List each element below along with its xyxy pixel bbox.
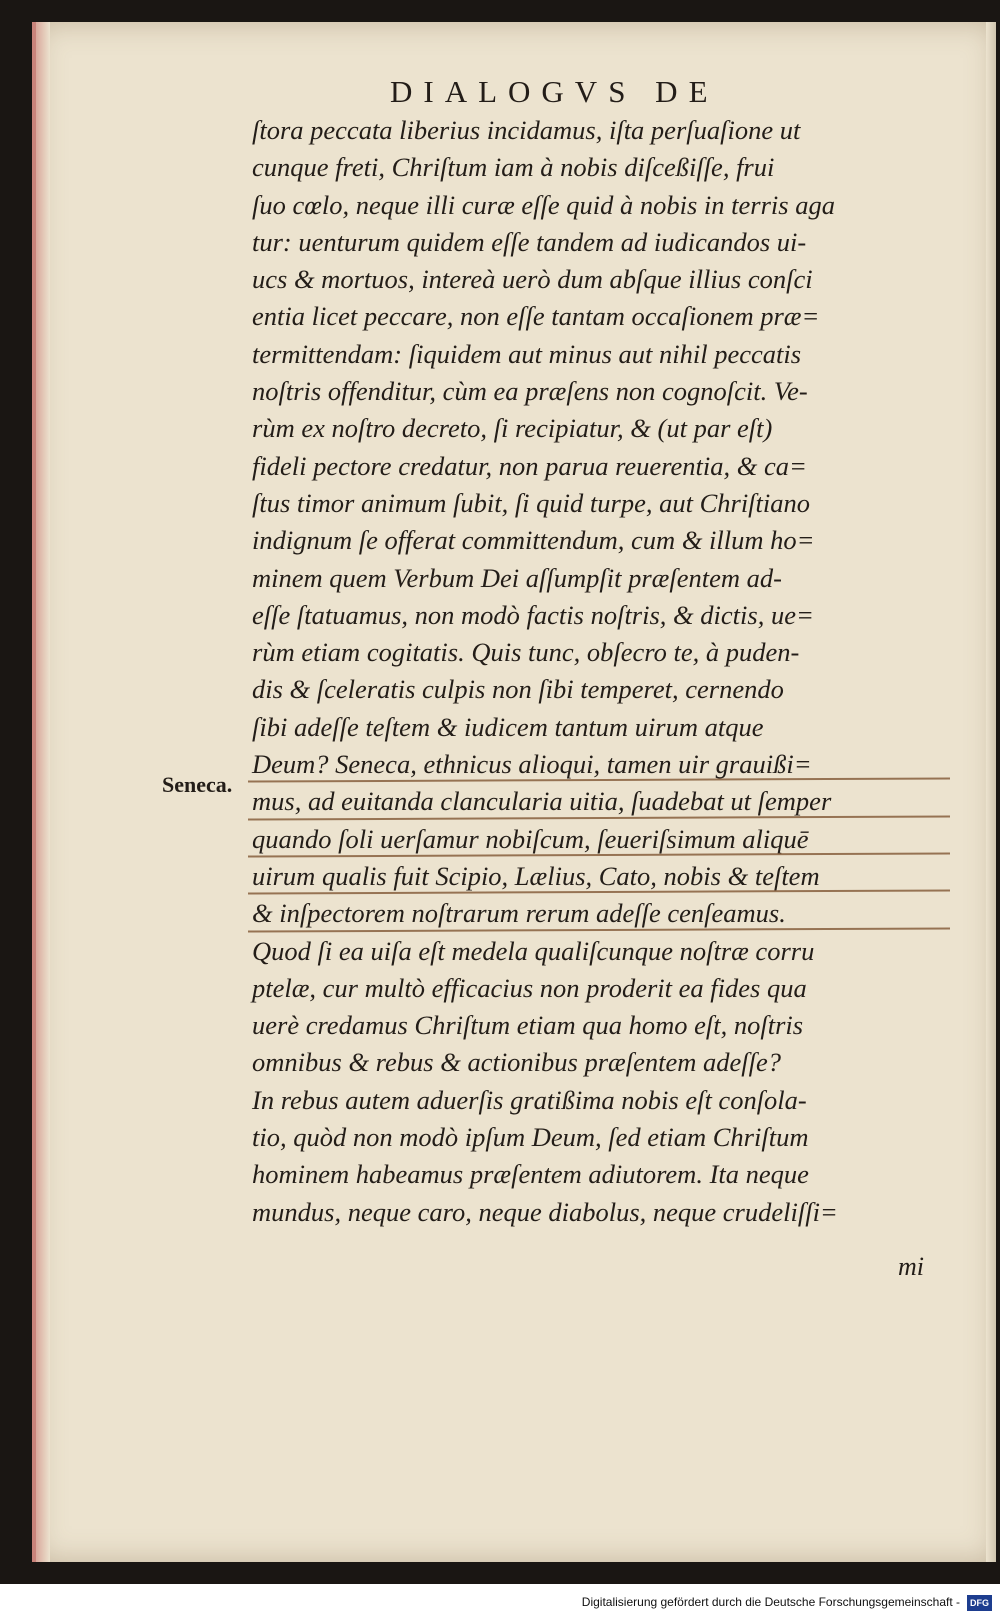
page-gutter — [36, 22, 50, 1562]
text-line: ſuo cœlo, neque illi curæ eſſe quid à nobis in terris aga — [252, 189, 835, 220]
text-line: uerè credamus Chriſtum etiam qua homo eſt, noſtris — [252, 1010, 804, 1041]
page-edge — [986, 22, 996, 1562]
text-line-underlined: mus, ad euitanda clancularia uitia, ſuadebat ut ſemper — [252, 783, 942, 820]
text-line: ſibi adeſſe teſtem & iudicem tantum uirum atque — [252, 711, 764, 742]
text-line: tio, quòd non modò ipſum Deum, ſed etiam Chriſtum — [252, 1122, 809, 1153]
text-line: dis & ſceleratis culpis non ſibi temperet, cernendo — [252, 674, 784, 705]
text-line: ſtora peccata liberius incidamus, iſta perſuaſione ut — [252, 115, 801, 145]
text-line-underlined: & inſpectorem noſtrarum rerum adeſſe cenſeamus. — [252, 895, 942, 932]
text-line: hominem habeamus præſentem adiutorem. Ita neque — [252, 1159, 809, 1190]
text-line: Quod ſi ea uiſa eſt medela qualiſcunque noſtræ corru — [252, 935, 815, 966]
text-line: minem quem Verbum Dei aſſumpſit præſentem ad- — [252, 562, 782, 593]
text-line: rùm ex noſtro decreto, ſi recipiatur, & (ut par eſt) — [252, 413, 773, 444]
text-line: rùm etiam cogitatis. Quis tunc, obſecro te, à puden- — [252, 637, 800, 668]
running-head: DIALOGVS DE — [390, 74, 719, 109]
text-line: cunque freti, Chriſtum iam à nobis diſceßiſſe, frui — [252, 152, 775, 183]
text-line: ptelæ, cur multò efficacius non proderit ea fides qua — [252, 972, 807, 1003]
text-line: ſtus timor animum ſubit, ſi quid turpe, aut Chriſtiano — [252, 487, 811, 518]
text-line-underlined: uirum qualis fuit Scipio, Lælius, Cato, nobis & teſtem — [252, 858, 942, 895]
text-line: termittendam: ſiquidem aut minus aut nihil peccatis — [252, 338, 802, 369]
text-line: noſtris offenditur, cùm ea præſens non cognoſcit. Ve- — [252, 376, 808, 407]
text-line: entia licet peccare, non eſſe tantam occaſionem præ= — [252, 301, 820, 332]
text-line: indignum ſe offerat committendum, cum & illum ho= — [252, 525, 815, 556]
text-line-underlined: quando ſoli uerſamur nobiſcum, ſeueriſsimum aliquē — [252, 821, 942, 858]
text-line: ucs & mortuos, intereà uerò dum abſque illius conſci — [252, 264, 813, 295]
text-line: omnibus & rebus & actionibus præſentem adeſſe? — [252, 1047, 781, 1078]
catchword: mi — [898, 1252, 924, 1281]
text-line: eſſe ſtatuamus, non modò factis noſtris, & dictis, ue= — [252, 599, 814, 630]
text-line-underlined: Deum? Seneca, ethnicus alioqui, tamen uir grauißi= — [252, 746, 942, 783]
text-line: fideli pectore credatur, non parua reuerentia, & ca= — [252, 450, 807, 481]
text-line: In rebus autem aduerſis gratißima nobis eſt conſola- — [252, 1084, 807, 1115]
main-text-block — [252, 112, 942, 1231]
footer-text: Digitalisierung gefördert durch die Deutsche Forschungsgemeinschaft - — [581, 1595, 960, 1609]
dfg-logo: DFG — [967, 1595, 992, 1611]
text-line: mundus, neque caro, neque diabolus, neque crudeliſſi= — [252, 1196, 838, 1227]
footer-bar — [0, 1584, 1000, 1620]
marginal-note: Seneca. — [162, 772, 233, 797]
text-line: tur: uenturum quidem eſſe tandem ad iudicandos ui- — [252, 226, 807, 257]
